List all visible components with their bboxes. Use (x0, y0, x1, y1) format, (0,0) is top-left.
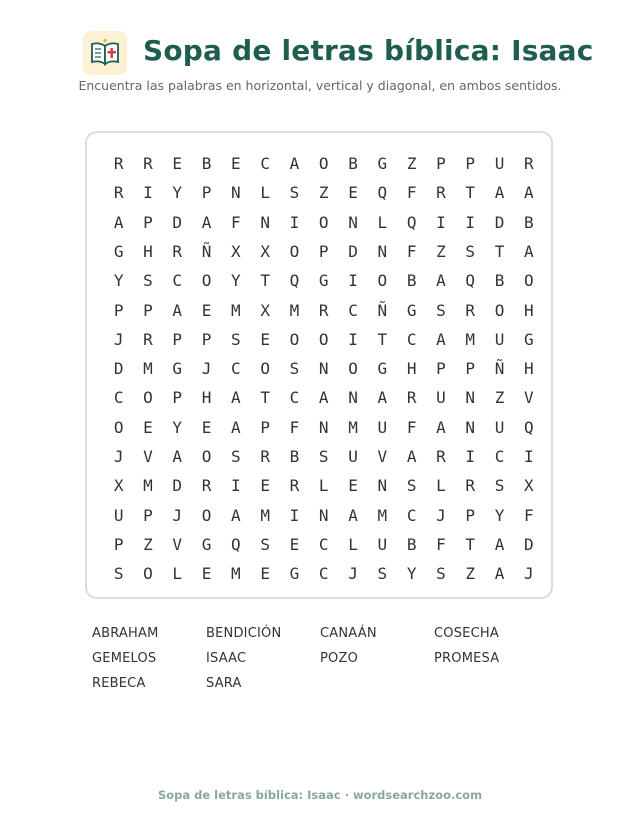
grid-cell[interactable]: V (143, 447, 153, 466)
grid-cell[interactable]: G (289, 564, 300, 584)
grid-cell[interactable]: J (524, 564, 534, 584)
grid-cell[interactable]: D (494, 212, 505, 232)
grid-cell[interactable]: U (494, 154, 505, 173)
grid-cell[interactable]: C (494, 447, 505, 466)
grid-cell[interactable]: T (465, 534, 476, 554)
grid-cell[interactable]: I (348, 329, 358, 349)
grid-cell[interactable]: Z (406, 154, 417, 173)
grid-cell[interactable]: S (289, 183, 300, 203)
grid-cell[interactable]: R (260, 447, 270, 466)
grid-cell[interactable]: P (465, 359, 476, 379)
grid-cell[interactable]: X (524, 476, 534, 496)
grid-cell[interactable]: Q (377, 183, 388, 203)
grid-cell[interactable]: T (465, 183, 476, 203)
grid-cell[interactable]: U (113, 505, 124, 525)
grid-cell[interactable]: N (348, 212, 358, 232)
grid-cell[interactable]: Q (524, 417, 534, 437)
grid-cell[interactable]: I (524, 447, 534, 466)
puzzle-board (85, 131, 553, 599)
grid-cell[interactable]: A (436, 271, 446, 291)
grid-cell[interactable]: F (289, 417, 300, 437)
grid-cell[interactable]: G (113, 241, 124, 261)
grid-cell[interactable]: N (377, 476, 388, 496)
grid-cell[interactable]: S (465, 241, 476, 261)
grid-cell[interactable]: I (465, 212, 476, 232)
grid-cell[interactable]: E (201, 564, 212, 584)
grid-cell[interactable]: N (260, 212, 270, 232)
grid-cell[interactable]: A (231, 417, 241, 437)
word-list-item: CANAÁN (320, 626, 377, 641)
grid-cell[interactable]: R (201, 476, 212, 496)
grid-cell[interactable]: U (436, 388, 446, 408)
grid-cell[interactable]: T (260, 271, 270, 291)
grid-cell[interactable]: I (436, 212, 446, 232)
grid-cell[interactable]: G (524, 329, 534, 349)
grid-cell[interactable]: H (143, 241, 153, 261)
grid-cell[interactable]: J (436, 505, 446, 525)
grid-cell[interactable]: P (143, 212, 153, 232)
grid-cell[interactable]: J (348, 564, 358, 584)
grid-cell[interactable]: G (377, 359, 388, 379)
grid-cell[interactable]: F (406, 241, 417, 261)
grid-cell[interactable]: C (289, 388, 300, 408)
grid-cell[interactable]: T (494, 241, 505, 261)
grid-cell[interactable]: H (524, 359, 534, 379)
grid-cell[interactable]: P (436, 154, 446, 173)
grid-cell[interactable]: O (289, 329, 300, 349)
grid-cell[interactable]: C (318, 534, 329, 554)
grid-cell[interactable]: H (524, 300, 534, 320)
grid-cell[interactable]: Z (318, 183, 329, 203)
grid-cell[interactable]: I (289, 505, 300, 525)
word-list-item: BENDICIÓN (206, 626, 282, 641)
grid-cell[interactable]: A (289, 154, 300, 173)
grid-cell[interactable]: S (231, 329, 241, 349)
grid-cell[interactable]: A (494, 564, 505, 584)
grid-cell[interactable]: X (231, 241, 241, 261)
grid-cell[interactable]: C (172, 271, 183, 291)
grid-cell[interactable]: C (406, 329, 417, 349)
grid-cell[interactable]: R (465, 300, 476, 320)
grid-cell[interactable]: R (406, 388, 417, 408)
grid-cell[interactable]: S (494, 476, 505, 496)
grid-cell[interactable]: E (260, 329, 270, 349)
grid-cell[interactable]: B (494, 271, 505, 291)
grid-cell[interactable]: L (318, 476, 329, 496)
grid-cell[interactable]: P (465, 505, 476, 525)
grid-cell[interactable]: S (260, 534, 270, 554)
grid-cell[interactable]: A (524, 183, 534, 203)
grid-cell[interactable]: C (231, 359, 241, 379)
page-title: Sopa de letras bíblica: Isaac (143, 34, 594, 67)
grid-cell[interactable]: N (318, 417, 329, 437)
grid-cell[interactable]: D (172, 476, 183, 496)
grid-cell[interactable]: Q (289, 271, 300, 291)
grid-cell[interactable]: M (231, 564, 241, 584)
grid-cell[interactable]: S (436, 564, 446, 584)
instructions: Encuentra las palabras en horizontal, vertical y diagonal, en ambos sentidos. (78, 78, 562, 93)
grid-cell[interactable]: F (406, 183, 417, 203)
grid-cell[interactable]: Q (465, 271, 476, 291)
grid-cell[interactable]: S (289, 359, 300, 379)
grid-cell[interactable]: B (406, 271, 417, 291)
grid-cell[interactable]: R (318, 300, 329, 320)
grid-cell[interactable]: G (172, 359, 183, 379)
grid-cell[interactable]: N (318, 505, 329, 525)
grid-cell[interactable]: S (377, 564, 388, 584)
grid-cell[interactable]: P (318, 241, 329, 261)
grid-cell[interactable]: P (143, 300, 153, 320)
grid-cell[interactable]: I (465, 447, 476, 466)
grid-cell[interactable]: Y (406, 564, 417, 584)
grid-cell[interactable]: F (406, 417, 417, 437)
word-list-item: ISAAC (206, 651, 247, 666)
grid-cell[interactable]: E (231, 154, 241, 173)
grid-cell[interactable]: C (113, 388, 124, 408)
grid-cell[interactable]: I (348, 271, 358, 291)
grid-cell[interactable]: X (113, 476, 124, 496)
grid-cell[interactable]: L (172, 564, 183, 584)
grid-cell[interactable]: R (436, 183, 446, 203)
grid-cell[interactable]: B (348, 154, 358, 173)
grid-cell[interactable]: L (436, 476, 446, 496)
grid-cell[interactable]: P (260, 417, 270, 437)
grid-cell[interactable]: J (201, 359, 212, 379)
grid-cell[interactable]: E (348, 183, 358, 203)
grid-cell[interactable]: P (436, 359, 446, 379)
grid-cell[interactable]: N (231, 183, 241, 203)
grid-cell[interactable]: A (494, 183, 505, 203)
grid-cell[interactable]: R (436, 447, 446, 466)
word-list-item: COSECHA (434, 626, 499, 641)
grid-cell[interactable]: Y (231, 271, 241, 291)
grid-cell[interactable]: O (318, 329, 329, 349)
grid-cell[interactable]: P (201, 183, 212, 203)
grid-cell[interactable]: O (318, 212, 329, 232)
grid-cell[interactable]: A (436, 417, 446, 437)
grid-cell[interactable]: P (143, 505, 153, 525)
grid-cell[interactable]: J (113, 329, 124, 349)
grid-cell[interactable]: F (524, 505, 534, 525)
grid-cell[interactable]: E (172, 154, 183, 173)
grid-cell[interactable]: X (260, 241, 270, 261)
grid-cell[interactable]: U (377, 417, 388, 437)
word-list-item: REBECA (92, 676, 146, 691)
grid-cell[interactable]: L (260, 183, 270, 203)
grid-cell[interactable]: G (201, 534, 212, 554)
grid-cell[interactable]: P (172, 388, 183, 408)
grid-cell[interactable]: U (348, 447, 358, 466)
grid-cell[interactable]: V (524, 388, 534, 408)
grid-cell[interactable]: N (377, 241, 388, 261)
grid-cell[interactable]: N (465, 417, 476, 437)
grid-cell[interactable]: M (465, 329, 476, 349)
grid-cell[interactable]: T (260, 388, 270, 408)
grid-cell[interactable]: A (172, 300, 183, 320)
grid-cell[interactable]: S (406, 476, 417, 496)
grid-cell[interactable]: H (201, 388, 212, 408)
grid-cell[interactable]: O (143, 388, 153, 408)
grid-cell[interactable]: I (289, 212, 300, 232)
grid-cell[interactable]: L (348, 534, 358, 554)
grid-cell[interactable]: G (406, 300, 417, 320)
grid-cell[interactable]: A (318, 388, 329, 408)
grid-cell[interactable]: R (113, 154, 124, 173)
grid-cell[interactable]: O (494, 300, 505, 320)
grid-cell[interactable]: Z (143, 534, 153, 554)
grid-cell[interactable]: O (377, 271, 388, 291)
grid-cell[interactable]: O (201, 505, 212, 525)
grid-cell[interactable]: Z (436, 241, 446, 261)
grid-cell[interactable]: R (524, 154, 534, 173)
grid-cell[interactable]: Y (172, 417, 183, 437)
grid-cell[interactable]: F (231, 212, 241, 232)
open-book-icon (83, 31, 127, 75)
grid-cell[interactable]: M (348, 417, 358, 437)
grid-cell[interactable]: A (231, 505, 241, 525)
grid-cell[interactable]: C (318, 564, 329, 584)
grid-cell[interactable]: B (289, 447, 300, 466)
grid-cell[interactable]: Y (113, 271, 124, 291)
grid-cell[interactable]: B (524, 212, 534, 232)
grid-cell[interactable]: P (465, 154, 476, 173)
grid-cell[interactable]: E (143, 417, 153, 437)
grid-cell[interactable]: O (201, 271, 212, 291)
grid-cell[interactable]: A (377, 388, 388, 408)
grid-cell[interactable]: J (113, 447, 124, 466)
grid-cell[interactable]: S (143, 271, 153, 291)
grid-cell[interactable]: M (260, 505, 270, 525)
grid-cell[interactable]: E (201, 417, 212, 437)
grid-cell[interactable]: P (201, 329, 212, 349)
grid-cell[interactable]: D (524, 534, 534, 554)
grid-cell[interactable]: Q (406, 212, 417, 232)
grid-cell[interactable]: U (377, 534, 388, 554)
grid-cell[interactable]: Ñ (494, 359, 505, 379)
grid-cell[interactable]: P (113, 300, 124, 320)
grid-cell[interactable]: M (289, 300, 300, 320)
grid-cell[interactable]: J (172, 505, 183, 525)
grid-cell[interactable]: M (377, 505, 388, 525)
grid-cell[interactable]: E (260, 476, 270, 496)
grid-cell[interactable]: Y (172, 183, 183, 203)
grid-cell[interactable]: B (201, 154, 212, 173)
grid-cell[interactable]: P (172, 329, 183, 349)
grid-cell[interactable]: S (231, 447, 241, 466)
grid-cell[interactable]: E (289, 534, 300, 554)
grid-cell[interactable]: H (406, 359, 417, 379)
grid-cell[interactable]: R (465, 476, 476, 496)
word-list-item: GEMELOS (92, 651, 157, 666)
grid-cell[interactable]: T (377, 329, 388, 349)
grid-cell[interactable]: M (143, 476, 153, 496)
grid-cell[interactable]: Z (494, 388, 505, 408)
grid-cell[interactable]: L (377, 212, 388, 232)
grid-cell[interactable]: Ñ (377, 300, 388, 320)
word-list-item: ABRAHAM (92, 626, 159, 641)
grid-cell[interactable]: O (143, 564, 153, 584)
grid-cell[interactable]: D (348, 241, 358, 261)
grid-cell[interactable]: Q (231, 534, 241, 554)
grid-cell[interactable]: V (172, 534, 183, 554)
grid-cell[interactable]: A (201, 212, 212, 232)
grid-cell[interactable]: D (172, 212, 183, 232)
grid-cell[interactable]: I (143, 183, 153, 203)
grid-cell[interactable]: R (143, 154, 153, 173)
grid-cell[interactable]: R (113, 183, 124, 203)
word-list-item: POZO (320, 651, 359, 666)
grid-cell[interactable]: R (172, 241, 183, 261)
grid-cell[interactable]: N (465, 388, 476, 408)
grid-cell[interactable]: R (289, 476, 300, 496)
grid-cell[interactable]: O (201, 447, 212, 466)
grid-cell[interactable]: S (113, 564, 124, 584)
grid-cell[interactable]: X (260, 300, 270, 320)
grid-cell[interactable]: N (318, 359, 329, 379)
grid-cell[interactable]: E (201, 300, 212, 320)
grid-cell[interactable]: E (260, 564, 270, 584)
grid-cell[interactable]: S (318, 447, 329, 466)
grid-cell[interactable]: A (113, 212, 124, 232)
grid-cell[interactable]: C (406, 505, 417, 525)
grid-cell[interactable]: D (113, 359, 124, 379)
grid-cell[interactable]: G (377, 154, 388, 173)
grid-cell[interactable]: O (260, 359, 270, 379)
grid-cell[interactable]: Ñ (201, 241, 212, 261)
grid-cell[interactable]: A (406, 447, 417, 466)
grid-cell[interactable]: P (113, 534, 124, 554)
grid-cell[interactable]: O (289, 241, 300, 261)
grid-cell[interactable]: A (231, 388, 241, 408)
grid-cell[interactable]: O (524, 271, 534, 291)
grid-cell[interactable]: A (172, 447, 183, 466)
grid-cell[interactable]: I (231, 476, 241, 496)
footer: Sopa de letras bíblica: Isaac · wordsearchzoo.com (157, 788, 483, 802)
grid-cell[interactable]: U (494, 329, 505, 349)
word-list-item: SARA (206, 676, 242, 691)
grid-cell[interactable]: G (318, 271, 329, 291)
grid-cell[interactable]: V (377, 447, 388, 466)
grid-cell[interactable]: A (348, 505, 358, 525)
grid-cell[interactable]: S (436, 300, 446, 320)
grid-cell[interactable]: O (113, 417, 124, 437)
grid-cell[interactable]: C (260, 154, 270, 173)
grid-cell[interactable]: N (348, 388, 358, 408)
grid-cell[interactable]: U (494, 417, 505, 437)
grid-cell[interactable]: A (494, 534, 505, 554)
grid-cell[interactable]: B (406, 534, 417, 554)
header (0, 28, 640, 76)
grid-cell[interactable]: M (231, 300, 241, 320)
word-list-item: PROMESA (434, 651, 500, 666)
grid-cell[interactable]: Z (465, 564, 476, 584)
grid-cell[interactable]: C (348, 300, 358, 320)
grid-cell[interactable]: E (348, 476, 358, 496)
grid-cell[interactable]: M (143, 359, 153, 379)
grid-cell[interactable]: O (318, 154, 329, 173)
grid-cell[interactable]: F (436, 534, 446, 554)
grid-cell[interactable]: A (436, 329, 446, 349)
grid-cell[interactable]: Y (494, 505, 505, 525)
grid-cell[interactable]: R (143, 329, 153, 349)
grid-cell[interactable]: O (348, 359, 358, 379)
grid-cell[interactable]: A (524, 241, 534, 261)
